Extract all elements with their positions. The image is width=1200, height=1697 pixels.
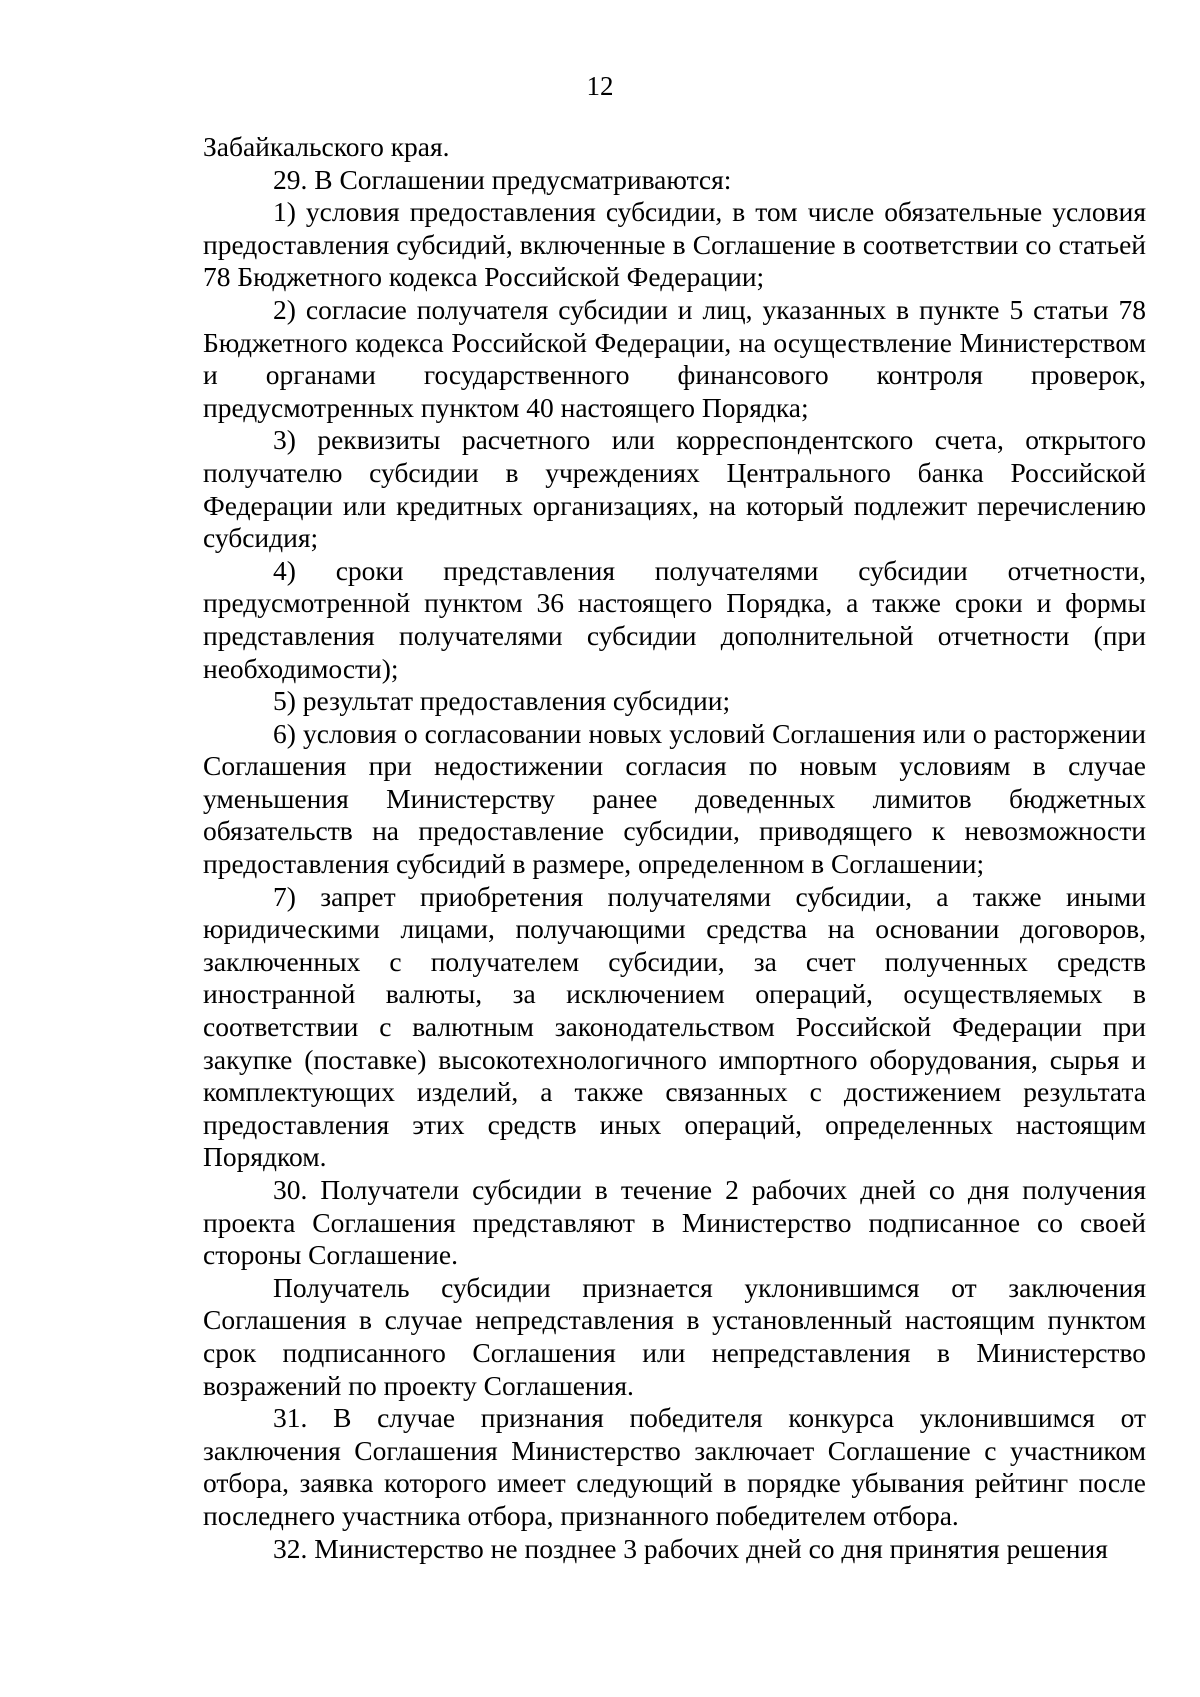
paragraph: 2) согласие получателя субсидии и лиц, указанных в пункте 5 статьи 78 Бюджетного кодекса Российской Федерации, на осуществление Министерством и органами государственного финансового контроля проверок, предусмотренных пунктом 40 настоящего Порядка; <box>203 293 1146 423</box>
paragraph: 5) результат предоставления субсидии; <box>273 685 731 717</box>
paragraph: 29. В Соглашении предусматриваются: <box>273 163 732 195</box>
paragraph: 32. Министерство не позднее 3 рабочих дней со дня принятия решения <box>273 1532 1108 1564</box>
paragraph: Получатель субсидии признается уклонившимся от заключения Соглашения в случае непредставления в установленный настоящим пунктом срок подписанного Соглашения или непредставления в Министерство возражений по проекту Соглашения. <box>203 1271 1146 1401</box>
paragraph: Забайкальского края. <box>203 131 450 162</box>
document-body <box>203 131 1146 1565</box>
paragraph: 6) условия о согласовании новых условий Соглашения или о расторжении Соглашения при недостижении согласия по новым условиям в случае уменьшения Министерству ранее доведенных лимитов бюджетных обязательств на предоставление субсидии, приводящего к невозможности предоставления субсидий в размере, определенном в Соглашении; <box>203 717 1146 880</box>
page-number: 12 <box>586 71 614 101</box>
paragraph: 3) реквизиты расчетного или корреспондентского счета, открытого получателю субсидии в учреждениях Центрального банка Российской Федерации или кредитных организациях, на который подлежит перечислению субсидия; <box>203 424 1146 554</box>
paragraph: 4) сроки представления получателями субсидии отчетности, предусмотренной пунктом 36 настоящего Порядка, а также сроки и формы представления получателями субсидии дополнительной отчетности (при необходимости); <box>203 554 1146 684</box>
paragraph: 31. В случае признания победителя конкурса уклонившимся от заключения Соглашения Министерство заключает Соглашение с участником отбора, заявка которого имеет следующий в порядке убывания рейтинг после последнего участника отбора, признанного победителем отбора. <box>203 1402 1146 1531</box>
paragraph: 7) запрет приобретения получателями субсидии, а также иными юридическими лицами, получающими средства на основании договоров, заключенных с получателем субсидии, за счет полученных средств иностранной валюты, за исключением операций, осуществляемых в соответствии с валютным законодательством Российской Федерации при закупке (поставке) высокотехнологичного импортного оборудования, сырья и комплектующих изделий, а также связанных с достижением результата предоставления этих средств иных операций, определенных настоящим Порядком. <box>203 880 1146 1173</box>
paragraph: 1) условия предоставления субсидии, в том числе обязательные условия предоставления субсидий, включенные в Соглашение в соответствии со статьей 78 Бюджетного кодекса Российской Федерации; <box>203 196 1146 293</box>
paragraph: 30. Получатели субсидии в течение 2 рабочих дней со дня получения проекта Соглашения представляют в Министерство подписанное со своей стороны Соглашение. <box>203 1174 1146 1271</box>
